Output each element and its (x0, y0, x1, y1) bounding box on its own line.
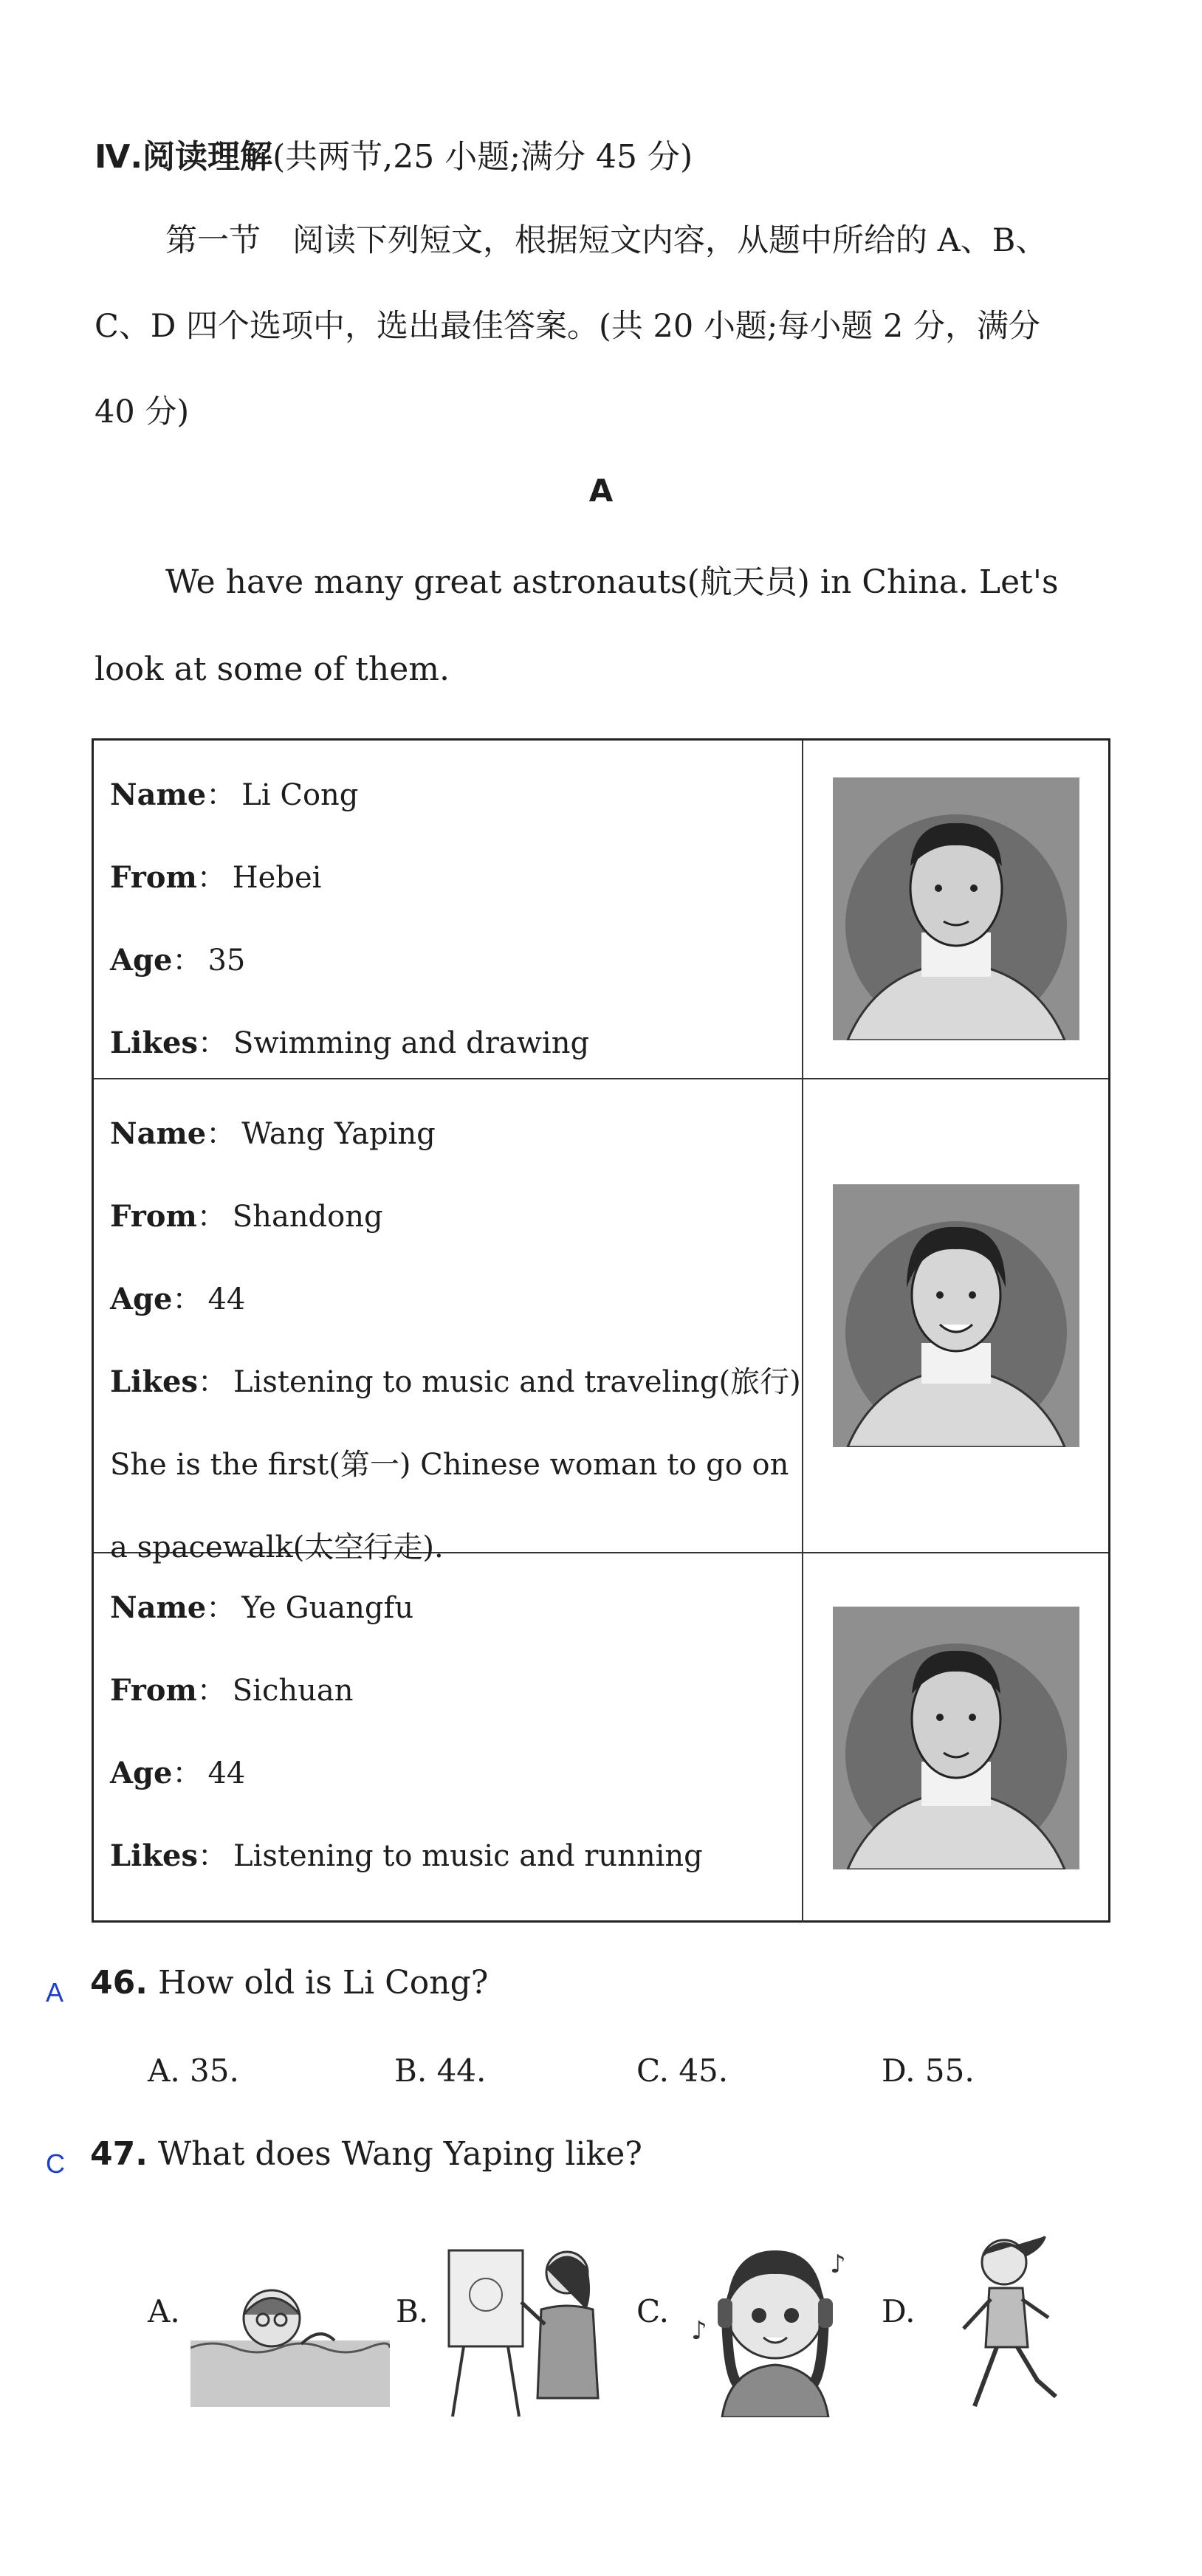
section-heading-detail: (共两节,25 小题;满分 45 分) (272, 138, 693, 176)
answer-mark: C (46, 2149, 65, 2179)
likes-line (110, 1341, 802, 1423)
swimming-child-icon[interactable] (190, 2274, 390, 2407)
name-label: Name (110, 1590, 207, 1625)
question-text: How old is Li Cong? (157, 1964, 489, 2002)
from-label: From (110, 860, 197, 895)
section-heading (95, 131, 693, 183)
question-text: What does Wang Yaping like? (157, 2135, 642, 2173)
astronaut-note-line-1: She is the first(第一) Chinese woman to go on (110, 1448, 789, 1482)
colon: ： (196, 1674, 227, 1708)
astronaut-likes: Listening to music and running (233, 1839, 703, 1873)
astronaut-table (92, 738, 1110, 1923)
colon: ： (172, 1282, 202, 1316)
option-b[interactable]: B. 44. (394, 2053, 487, 2089)
colon: ： (172, 1756, 202, 1790)
astronaut-from: Hebei (232, 861, 322, 895)
photo-cell (803, 1079, 1108, 1552)
option-d[interactable]: D. 55. (882, 2053, 975, 2089)
option-b-label[interactable]: B. (396, 2293, 429, 2329)
from-label: From (110, 1199, 197, 1234)
girl-headphones-music-icon[interactable] (685, 2228, 865, 2417)
astronaut-info (94, 1079, 803, 1565)
astronaut-row (94, 1079, 1108, 1565)
from-line (110, 837, 802, 919)
answer-mark: A (46, 1977, 64, 2007)
astronaut-portrait-icon (833, 1607, 1079, 1869)
astronaut-name: Li Cong (241, 778, 359, 812)
age-label: Age (110, 1756, 173, 1790)
option-a[interactable]: A. 35. (148, 2053, 239, 2089)
section-heading-label: Ⅳ.阅读理解 (95, 138, 273, 176)
colon: ： (206, 778, 236, 812)
astronaut-row (94, 741, 1108, 1079)
astronaut-likes: Swimming and drawing (233, 1026, 590, 1060)
question-47 (90, 2135, 642, 2173)
question-number: 46. (90, 1964, 148, 2002)
colon: ： (198, 1026, 228, 1060)
passage-intro-line-2: look at some of them. (95, 650, 450, 688)
astronaut-info (94, 1553, 803, 1923)
from-line (110, 1649, 802, 1732)
colon: ： (172, 944, 202, 978)
age-label: Age (110, 1282, 173, 1316)
from-label: From (110, 1673, 197, 1708)
instructions-line-3: 40 分) (95, 394, 190, 430)
astronaut-from: Sichuan (232, 1674, 354, 1708)
question-46 (90, 1964, 488, 2002)
name-line (110, 1093, 802, 1175)
from-line (110, 1175, 802, 1258)
painting-girl-icon[interactable] (442, 2228, 607, 2420)
svg-text:♪: ♪ (830, 2250, 846, 2279)
option-c[interactable]: C. 45. (636, 2053, 729, 2089)
astronaut-name: Ye Guangfu (241, 1591, 414, 1625)
colon: ： (196, 861, 227, 895)
name-line (110, 754, 802, 837)
instructions-line-1: 第一节 阅读下列短文，根据短文内容，从题中所给的 A、B、 (165, 222, 1048, 259)
passage-letter: A (588, 473, 614, 509)
question-number: 47. (90, 2135, 148, 2173)
svg-text:♪: ♪ (691, 2316, 707, 2346)
instructions-line-2: C、D 四个选项中，选出最佳答案。(共 20 小题;每小题 2 分，满分 (95, 308, 1041, 345)
likes-label: Likes (110, 1364, 199, 1399)
likes-line (110, 1815, 802, 1897)
astronaut-name: Wang Yaping (241, 1117, 436, 1151)
astronaut-age: 35 (207, 944, 246, 978)
photo-cell (803, 1553, 1108, 1923)
colon: ： (198, 1839, 228, 1873)
likes-label: Likes (110, 1838, 199, 1873)
astronaut-from: Shandong (232, 1200, 383, 1234)
age-label: Age (110, 943, 173, 978)
name-line (110, 1567, 802, 1649)
colon: ： (198, 1365, 228, 1399)
astronaut-portrait-icon (833, 777, 1079, 1040)
colon: ： (196, 1200, 227, 1234)
likes-label: Likes (110, 1026, 199, 1060)
running-girl-icon[interactable] (945, 2225, 1071, 2419)
age-line (110, 919, 802, 1002)
colon: ： (206, 1117, 236, 1151)
astronaut-age: 44 (207, 1282, 246, 1316)
photo-cell (803, 741, 1108, 1078)
astronaut-age: 44 (207, 1756, 246, 1790)
astronaut-portrait-icon (833, 1184, 1079, 1447)
age-line (110, 1732, 802, 1815)
astronaut-row (94, 1553, 1108, 1923)
colon: ： (206, 1591, 236, 1625)
astronaut-info (94, 741, 803, 1078)
name-label: Name (110, 1116, 207, 1151)
passage-intro (95, 539, 1107, 713)
age-line (110, 1258, 802, 1341)
name-label: Name (110, 777, 207, 812)
option-c-label[interactable]: C. (636, 2293, 669, 2329)
astronaut-likes: Listening to music and traveling(旅行) (233, 1365, 801, 1399)
likes-line (110, 1002, 802, 1085)
astronaut-note-line-2: a spacewalk(太空行走). (110, 1531, 444, 1565)
option-d-label[interactable]: D. (882, 2293, 916, 2329)
instructions (95, 198, 1107, 455)
passage-intro-line-1: We have many great astronauts(航天员) in China. Let's (165, 563, 1059, 601)
option-a-label[interactable]: A. (148, 2293, 180, 2329)
